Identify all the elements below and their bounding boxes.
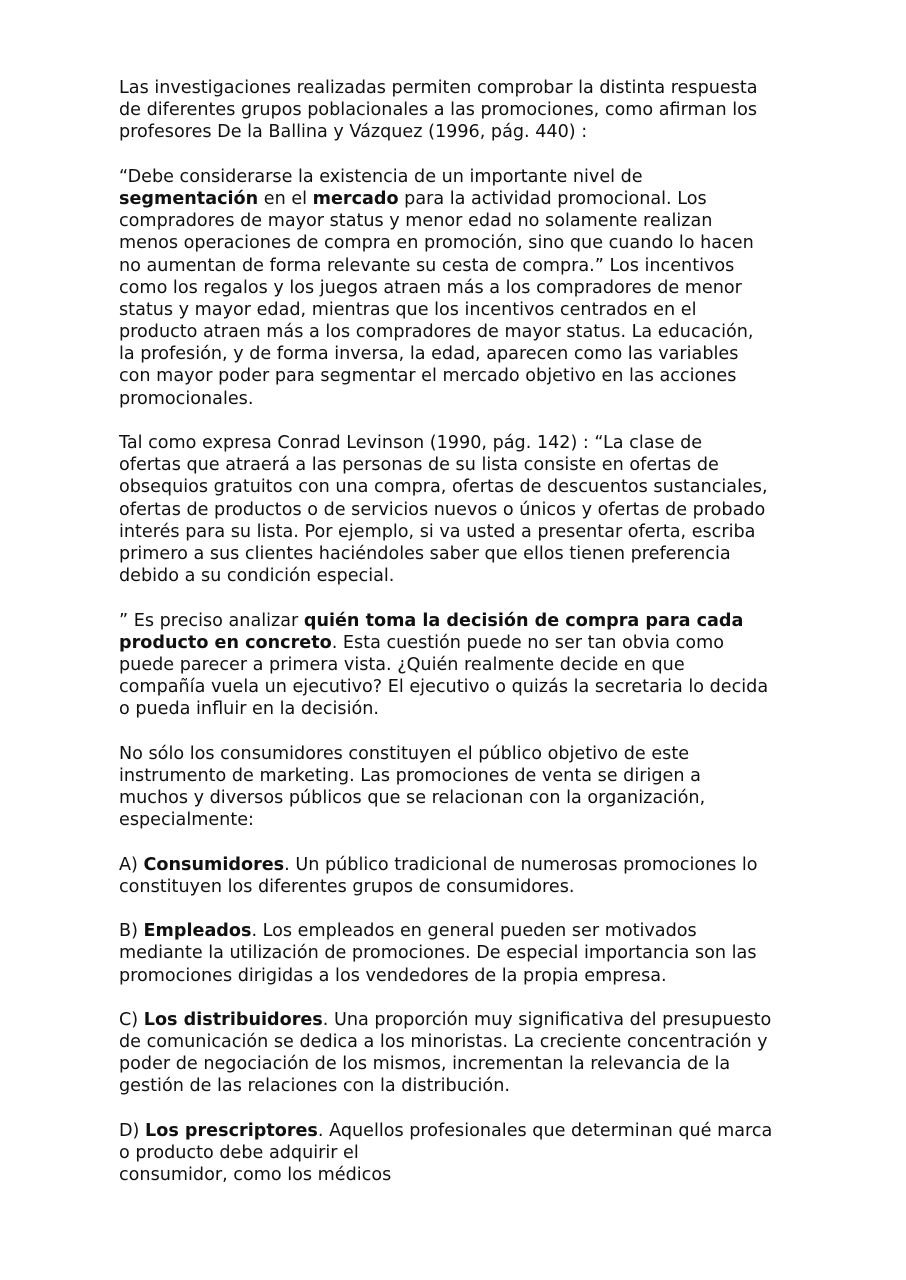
text-run: . Esta cuestión puede no ser tan obvia como bbox=[331, 632, 724, 653]
text-run: de diferentes grupos poblacionales a las promociones, como afirman los bbox=[119, 100, 758, 121]
paragraph bbox=[119, 1120, 809, 1187]
text-run: interés para su lista. Por ejemplo, si va usted a presentar oferta, escriba bbox=[119, 521, 756, 542]
text-line bbox=[119, 343, 809, 365]
text-run: . Una proporción muy significativa del presupuesto bbox=[322, 1009, 772, 1030]
text-line bbox=[119, 1164, 809, 1186]
text-run: o producto debe adquirir el bbox=[119, 1143, 359, 1163]
text-run: mediante la utilización de promociones. De especial importancia son las bbox=[119, 943, 757, 964]
text-line bbox=[119, 365, 809, 387]
text-line bbox=[119, 454, 809, 476]
text-line bbox=[119, 1009, 809, 1031]
text-run: D) bbox=[119, 1120, 146, 1141]
bold-text: Los prescriptores bbox=[145, 1120, 318, 1141]
bold-text: Empleados bbox=[143, 921, 252, 942]
text-line bbox=[119, 565, 809, 587]
text-line bbox=[119, 166, 809, 188]
paragraph bbox=[119, 77, 809, 144]
text-line bbox=[119, 1120, 809, 1142]
text-run: . Los empleados en general pueden ser motivados bbox=[251, 921, 697, 942]
text-run: obsequios gratuitos con una compra, ofertas de descuentos sustanciales, bbox=[119, 477, 768, 498]
text-line bbox=[119, 809, 809, 831]
text-run: Tal como expresa Conrad Levinson (1990, pág. 142) : “La clase de bbox=[119, 433, 703, 453]
text-line bbox=[119, 255, 809, 277]
paragraph bbox=[119, 166, 809, 410]
text-run: “Debe considerarse la existencia de un importante nivel de bbox=[119, 166, 643, 187]
text-line bbox=[119, 942, 809, 964]
text-line bbox=[119, 476, 809, 498]
text-line bbox=[119, 676, 809, 698]
text-run: o pueda influir en la decisión. bbox=[119, 699, 379, 720]
text-run: status y mayor edad, mientras que los incentivos centrados en el bbox=[119, 299, 697, 320]
text-line bbox=[119, 77, 809, 99]
text-run: compañía vuela un ejecutivo? El ejecutivo o quizás la secretaria lo decida bbox=[119, 677, 769, 698]
text-line bbox=[119, 1053, 809, 1075]
text-run: consumidor, como los médicos bbox=[119, 1165, 392, 1186]
text-line bbox=[119, 654, 809, 676]
text-run: . Aquellos profesionales que determinan qué marca bbox=[317, 1120, 773, 1141]
text-run: constituyen los diferentes grupos de consumidores. bbox=[119, 876, 575, 897]
text-line bbox=[119, 876, 809, 898]
text-run: poder de negociación de los mismos, incrementan la relevancia de la bbox=[119, 1054, 731, 1075]
text-run: en el bbox=[258, 188, 313, 209]
text-run: no aumentan de forma relevante su cesta de compra.” Los incentivos bbox=[119, 255, 735, 276]
text-run: con mayor poder para segmentar el mercado objetivo en las acciones bbox=[119, 366, 737, 387]
text-run: para la actividad promocional. Los bbox=[398, 188, 707, 209]
paragraph bbox=[119, 1009, 809, 1098]
document-page bbox=[119, 77, 809, 1209]
text-run: profesores De la Ballina y Vázquez (1996, pág. 440) : bbox=[119, 122, 588, 143]
text-run: ofertas que atraerá a las personas de su lista consiste en ofertas de bbox=[119, 455, 719, 476]
text-line bbox=[119, 499, 809, 521]
text-line bbox=[119, 854, 809, 876]
paragraph bbox=[119, 920, 809, 987]
text-line bbox=[119, 121, 809, 143]
text-run: de comunicación se dedica a los minoristas. La creciente concentración y bbox=[119, 1032, 768, 1053]
text-run: No sólo los consumidores constituyen el público objetivo de este bbox=[119, 743, 690, 764]
text-run: puede parecer a primera vista. ¿Quién realmente decide en que bbox=[119, 654, 685, 675]
text-line bbox=[119, 299, 809, 321]
paragraph bbox=[119, 432, 809, 587]
text-run: promociones dirigidas a los vendedores de la propia empresa. bbox=[119, 965, 667, 986]
text-line bbox=[119, 765, 809, 787]
paragraph bbox=[119, 610, 809, 721]
bold-text: Los distribuidores bbox=[143, 1009, 323, 1030]
bold-text: producto en concreto bbox=[119, 632, 332, 653]
paragraph bbox=[119, 743, 809, 832]
text-line bbox=[119, 388, 809, 410]
text-run: compradores de mayor status y menor edad no solamente realizan bbox=[119, 211, 713, 232]
text-run: muchos y diversos públicos que se relacionan con la organización, bbox=[119, 788, 706, 808]
text-line bbox=[119, 188, 809, 210]
text-line bbox=[119, 543, 809, 565]
text-line bbox=[119, 232, 809, 254]
text-line bbox=[119, 521, 809, 543]
text-line bbox=[119, 743, 809, 765]
text-run: ” Es preciso analizar bbox=[119, 610, 304, 631]
text-run: especialmente: bbox=[119, 810, 254, 831]
text-line bbox=[119, 321, 809, 343]
text-run: ofertas de productos o de servicios nuevos o únicos y ofertas de probado bbox=[119, 499, 766, 520]
text-line bbox=[119, 965, 809, 987]
text-line bbox=[119, 698, 809, 720]
text-line bbox=[119, 1031, 809, 1053]
text-run: menos operaciones de compra en promoción, sino que cuando lo hacen bbox=[119, 233, 754, 254]
text-line bbox=[119, 1075, 809, 1097]
bold-text: mercado bbox=[312, 188, 399, 209]
text-run: como los regalos y los juegos atraen más a los compradores de menor bbox=[119, 277, 742, 298]
text-run: B) bbox=[119, 921, 144, 942]
paragraph bbox=[119, 854, 809, 898]
text-run: la profesión, y de forma inversa, la edad, aparecen como las variables bbox=[119, 344, 739, 365]
text-run: primero a sus clientes haciéndoles saber que ellos tienen preferencia bbox=[119, 543, 731, 564]
text-run: . Un público tradicional de numerosas promociones lo bbox=[284, 854, 758, 875]
text-run: instrumento de marketing. Las promociones de venta se dirigen a bbox=[119, 765, 701, 786]
text-line bbox=[119, 1142, 809, 1164]
text-run: debido a su condición especial. bbox=[119, 566, 395, 587]
text-run: producto atraen más a los compradores de mayor status. La educación, bbox=[119, 322, 754, 343]
text-line bbox=[119, 277, 809, 299]
text-run: promocionales. bbox=[119, 388, 254, 409]
text-line bbox=[119, 632, 809, 654]
text-line bbox=[119, 99, 809, 121]
bold-text: quién toma la decisión de compra para cada bbox=[303, 610, 744, 631]
text-run: gestión de las relaciones con la distribución. bbox=[119, 1076, 510, 1097]
text-line bbox=[119, 787, 809, 809]
text-run: A) bbox=[119, 854, 144, 875]
text-run: C) bbox=[119, 1009, 144, 1030]
text-line bbox=[119, 210, 809, 232]
text-line bbox=[119, 920, 809, 942]
bold-text: segmentación bbox=[119, 188, 259, 209]
text-line bbox=[119, 432, 809, 454]
bold-text: Consumidores bbox=[143, 854, 285, 875]
text-run: Las investigaciones realizadas permiten comprobar la distinta respuesta bbox=[119, 78, 758, 98]
text-line bbox=[119, 610, 809, 632]
